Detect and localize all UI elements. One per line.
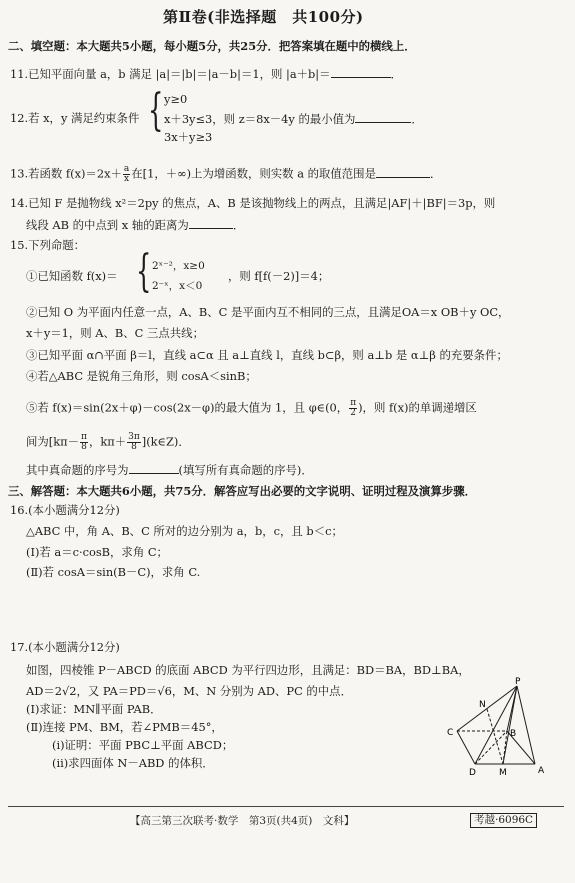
prop-5-line2	[26, 433, 190, 452]
fraction	[80, 433, 88, 452]
prop-2-line1: ②已知 O 为平面内任意一点，A、B、C 是平面内互不相同的三点，且满足OA＝x OB＋y OC，	[26, 305, 510, 319]
label-n: N	[479, 700, 486, 710]
question-17-line1: 如图，四棱锥 P－ABCD 的底面 ABCD 为平行四边形，且满足：BD＝BA，BD⊥BA，	[26, 663, 470, 677]
question-14-line1: 14.已知 F 是抛物线 x²＝2py 的焦点，A、B 是该抛物线上的两点，且满足|AF|＋|BF|＝3p，则	[10, 196, 496, 210]
fraction	[127, 433, 141, 452]
question-17-sub2: (ⅱ)求四面体 N－ABD 的体积．	[52, 756, 214, 770]
question-17-line2: AD＝2√2，又 PA＝PD＝√6，M、N 分别为 AD、PC 的中点．	[26, 684, 352, 698]
page-title: 第Ⅱ卷(非选择题 共100分)	[163, 8, 364, 26]
label-p: P	[515, 677, 521, 687]
label-d: D	[469, 768, 476, 778]
answer-blank	[331, 66, 391, 78]
question-15-heading: 15.下列命题：	[10, 238, 86, 252]
prop-1-case-2: 2⁻ˣ，x＜0	[152, 280, 203, 292]
answer-blank	[355, 111, 411, 123]
label-m: M	[499, 768, 507, 778]
fraction-numerator: 3π	[128, 432, 140, 442]
question-17-sub1: (ⅰ)证明：平面 PBC⊥平面 ABCD；	[52, 738, 234, 752]
prop-5-line1	[26, 399, 477, 418]
edge-pm	[503, 686, 517, 764]
footer-code-badge: 考越·6096C	[470, 813, 537, 828]
prop-5-pre: ⑤若 f(x)＝sin(2x＋φ)－cos(2x－φ)的最大值为 1，且 φ∈(0，	[26, 400, 349, 415]
constraint-2-text: x＋3y≤3，则 z＝8x－4y 的最小值为	[164, 112, 356, 126]
brace-icon: {	[148, 85, 164, 136]
prop-3: ③已知平面 α∩平面 β＝l，直线 a⊂α 且 a⊥直线 l，直线 b⊂β，则 a⊥b 是 α⊥β 的充要条件；	[26, 348, 508, 362]
label-a: A	[538, 766, 545, 776]
question-16-heading: 16.(本小题满分12分)	[10, 503, 120, 517]
answer-prefix: 其中真命题的序号为	[26, 463, 129, 477]
fraction-numerator: π	[81, 432, 87, 442]
edge-cd	[457, 731, 475, 764]
fraction	[349, 399, 357, 418]
prop-2-line2: x＋y＝1，则 A、B、C 三点共线；	[26, 326, 204, 340]
answer-suffix: (填写所有真命题的序号)．	[178, 463, 313, 477]
label-c: C	[447, 728, 454, 738]
label-b: B	[510, 729, 517, 739]
question-12-prefix: 12.若 x，y 满足约束条件	[10, 111, 140, 125]
question-11-text: 11.已知平面向量 a，b 满足 |a|＝|b|＝|a－b|＝1，则 |a＋b|＝	[10, 67, 331, 81]
section3-heading: 三、解答题：本大题共6小题，共75分．解答应写出必要的文字说明、证明过程及演算步骤．	[8, 484, 477, 498]
question-11: 11.已知平面向量 a，b 满足 |a|＝|b|＝|a－b|＝1，则 |a＋b|＝ ．	[10, 67, 402, 81]
constraint-1: y≥0	[164, 92, 188, 106]
prop-4: ④若△ABC 是锐角三角形，则 cosA＜sinB；	[26, 369, 257, 383]
fraction-denominator: x	[124, 174, 130, 184]
question-16-part1: (Ⅰ)若 a＝c·cosB，求角 C；	[26, 545, 168, 559]
question-17-part2: (Ⅱ)连接 PM、BM，若∠PMB＝45°，	[26, 720, 223, 734]
question-14-line2: 线段 AB 的中点到 x 轴的距离为 ．	[26, 218, 245, 232]
fraction-denominator: 8	[81, 442, 87, 452]
fraction	[123, 165, 130, 184]
prop-1-case-1: 2ˣ⁻²，x≥0	[152, 260, 205, 272]
section2-heading: 二、填空题：本大题共5小题，每小题5分，共25分．把答案填在题中的横线上．	[8, 39, 416, 53]
fraction-numerator: a	[123, 164, 130, 174]
edge-db	[475, 731, 507, 764]
footer-text: 【高三第三次联考·数学 第3页(共4页) 文科】	[130, 815, 355, 827]
question-15-answer	[26, 462, 313, 478]
answer-blank	[189, 217, 233, 229]
prop-5-line2-post: ](k∈Z)．	[141, 434, 190, 449]
prop-5-mid: ，kπ＋	[88, 434, 127, 449]
fraction-numerator: π	[350, 398, 357, 408]
question-13: 13.若函数 f(x)＝2x＋ $\frac{a}{x}$ 在[1，＋∞)上为增函数，则实数 a 的取值范围是 ．	[10, 164, 442, 184]
footer-divider	[8, 806, 564, 807]
answer-blank	[129, 462, 179, 474]
question-17-part1: (Ⅰ)求证：MN∥平面 PAB．	[26, 702, 162, 716]
pyramid-figure	[435, 676, 560, 780]
question-13-pre: 13.若函数 f(x)＝2x＋	[10, 166, 122, 181]
constraint-3: 3x＋y≥3	[164, 130, 213, 144]
constraint-2: x＋3y≤3，则 z＝8x－4y 的最小值为 ．	[164, 112, 423, 126]
prop-1-pre: ①已知函数 f(x)＝	[26, 269, 118, 283]
fraction-denominator: 8	[131, 442, 137, 452]
prop-5-post: )，则 f(x)的单调递增区	[358, 400, 477, 415]
prop-5-line2-pre: 间为[kπ－	[26, 434, 80, 449]
question-13-post: 在[1，＋∞)上为增函数，则实数 a 的取值范围是	[131, 166, 376, 181]
prop-1-post: ，则 f[f(－2)]＝4；	[228, 269, 330, 283]
fraction-denominator: 2	[350, 408, 357, 418]
question-16-line1: △ABC 中，角 A、B、C 所对的边分别为 a，b，c，且 b＜c；	[26, 524, 343, 538]
question-17-heading: 17.(本小题满分12分)	[10, 640, 120, 654]
edge-pd	[475, 686, 517, 764]
answer-blank	[376, 166, 430, 178]
question-14-line2-text: 线段 AB 的中点到 x 轴的距离为	[26, 218, 189, 232]
edge-pa	[517, 686, 535, 764]
question-16-part2: (Ⅱ)若 cosA＝sin(B－C)，求角 C.	[26, 565, 201, 579]
brace-icon: {	[136, 246, 152, 297]
